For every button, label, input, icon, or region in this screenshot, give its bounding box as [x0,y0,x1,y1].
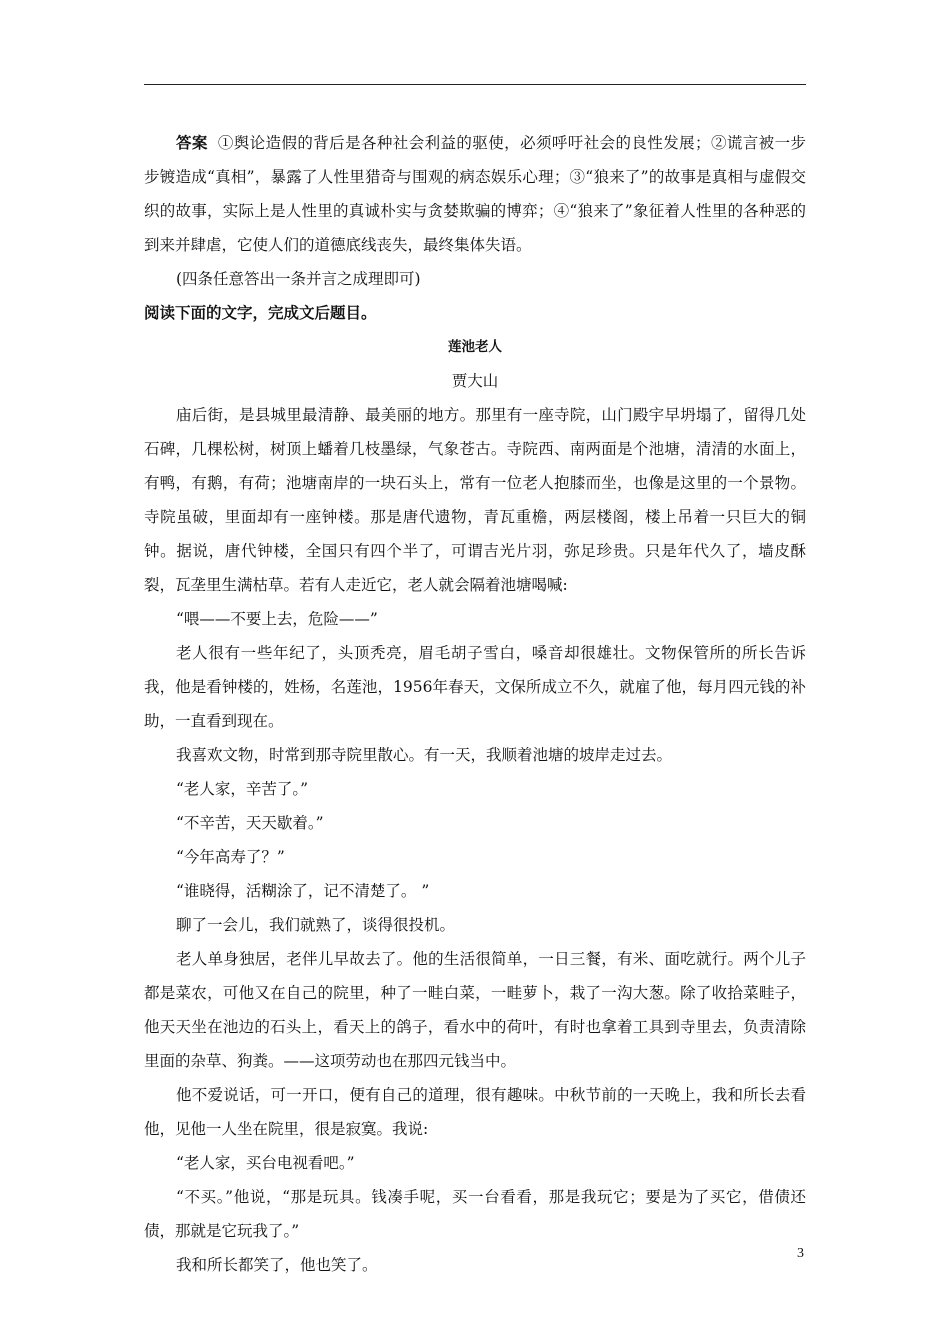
header-rule [144,84,806,85]
article-paragraph: “老人家，买台电视看吧。” [176,1154,355,1172]
article-paragraph: 老人很有一些年纪了，头顶秃亮，眉毛胡子雪白，嗓音却很雄壮。文物保管所的所长告诉我，他是看钟楼的，姓杨，名莲池，1956年春天，文保所成立不久，就雇了他，每月四元钱的补助，一直看到现在。 [144,644,806,730]
reading-prompt: 阅读下面的文字，完成文后题目。 [144,304,377,322]
article-paragraph: “老人家，辛苦了。” [176,780,309,798]
article-paragraph: “谁晓得，活糊涂了，记不清楚了。 ” [176,882,430,900]
article-paragraph: “不辛苦，天天歇着。” [176,814,324,832]
article-paragraph: “今年高寿了？” [176,848,285,866]
article-paragraph: 我和所长都笑了，他也笑了。 [176,1256,378,1274]
answer-label: 答案 [176,134,208,152]
article-paragraph: “喂——不要上去，危险——” [176,610,378,628]
article-paragraph: 聊了一会儿，我们就熟了，谈得很投机。 [176,916,456,934]
article-paragraph: 我喜欢文物，时常到那寺院里散心。有一天，我顺着池塘的坡岸走过去。 [176,746,673,764]
article-author: 贾大山 [451,372,499,390]
page-number: 3 [797,1246,804,1261]
document-body [144,126,806,1282]
article-paragraph: “不买。”他说，“那是玩具。钱凑手呢，买一台看看，那是我玩它；要是为了买它，借债还债，那就是它玩我了。” [144,1188,806,1240]
answer-text: ①舆论造假的背后是各种社会利益的驱使，必须呼吁社会的良性发展；②谎言被一步步镀造成“真相”，暴露了人性里猎奇与围观的病态娱乐心理；③“狼来了”的故事是真相与虚假交织的故事，实际上是人性里的真诚朴实与贪婪欺骗的博弈；④“狼来了”象征着人性里的各种恶的到来并肆虐，它使人们的道德底线丧失，最终集体失语。 [144,134,806,254]
article-paragraph: 老人单身独居，老伴儿早故去了。他的生活很简单，一日三餐，有米、面吃就行。两个儿子都是菜农，可他又在自己的院里，种了一畦白菜，一畦萝卜，栽了一沟大葱。除了收拾菜畦子，他天天坐在池边的石头上，看天上的鸽子，看水中的荷叶，有时也拿着工具到寺里去，负责清除里面的杂草、狗粪。——这项劳动也在那四元钱当中。 [144,950,806,1070]
article-paragraph: 庙后街，是县城里最清静、最美丽的地方。那里有一座寺院，山门殿宇早坍塌了，留得几处石碑，几棵松树，树顶上蟠着几枝墨绿，气象苍古。寺院西、南两面是个池塘，清清的水面上，有鸭，有鹅，有荷；池塘南岸的一块石头上，常有一位老人抱膝而坐，也像是这里的一个景物。寺院虽破，里面却有一座钟楼。那是唐代遗物，青瓦重檐，两层楼阁，楼上吊着一只巨大的铜钟。据说，唐代钟楼，全国只有四个半了，可谓吉光片羽，弥足珍贵。只是年代久了，墙皮酥裂，瓦垄里生满枯草。若有人走近它，老人就会隔着池塘喝喊: [144,406,806,594]
answer-note: (四条任意答出一条并言之成理即可) [176,270,421,288]
answer-paragraph [144,126,806,262]
article-title: 莲池老人 [448,339,502,355]
article-paragraph: 他不爱说话，可一开口，便有自己的道理，很有趣味。中秋节前的一天晚上，我和所长去看他，见他一人坐在院里，很是寂寞。我说: [144,1086,806,1138]
